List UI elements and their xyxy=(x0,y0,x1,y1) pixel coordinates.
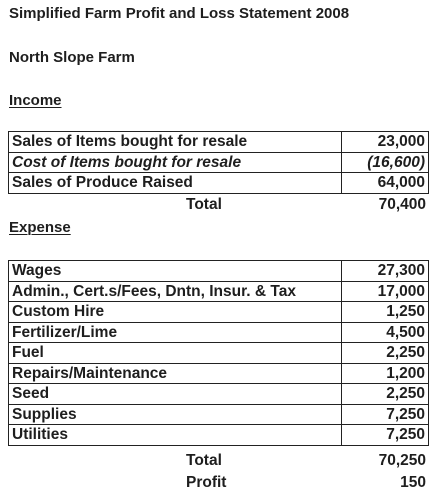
income-amount: 23,000 xyxy=(342,132,429,153)
income-heading: Income xyxy=(9,92,62,109)
expense-amount: 1,250 xyxy=(342,302,429,323)
income-amount: (16,600) xyxy=(342,152,429,173)
income-label: Cost of Items bought for resale xyxy=(9,152,342,173)
income-total-label: Total xyxy=(186,196,222,213)
income-label: Sales of Produce Raised xyxy=(9,173,342,194)
table-row xyxy=(9,384,429,405)
expense-label: Seed xyxy=(9,384,342,405)
expense-label: Fertilizer/Lime xyxy=(9,322,342,343)
expense-label: Utilities xyxy=(9,425,342,446)
expense-table xyxy=(8,260,429,446)
expense-label: Custom Hire xyxy=(9,302,342,323)
profit-amount: 150 xyxy=(400,474,426,491)
expense-total-label: Total xyxy=(186,452,222,469)
income-amount: 64,000 xyxy=(342,173,429,194)
table-row xyxy=(9,261,429,282)
expense-label: Repairs/Maintenance xyxy=(9,363,342,384)
income-total-amount: 70,400 xyxy=(378,196,426,213)
table-row xyxy=(9,132,429,153)
farm-name: North Slope Farm xyxy=(9,49,135,66)
expense-amount: 2,250 xyxy=(342,343,429,364)
table-row xyxy=(9,281,429,302)
expense-amount: 4,500 xyxy=(342,322,429,343)
expense-amount: 17,000 xyxy=(342,281,429,302)
table-row xyxy=(9,322,429,343)
profit-label: Profit xyxy=(186,474,227,491)
income-label: Sales of Items bought for resale xyxy=(9,132,342,153)
expense-amount: 27,300 xyxy=(342,261,429,282)
expense-amount: 7,250 xyxy=(342,425,429,446)
table-row xyxy=(9,152,429,173)
expense-label: Admin., Cert.s/Fees, Dntn, Insur. & Tax xyxy=(9,281,342,302)
expense-amount: 2,250 xyxy=(342,384,429,405)
expense-heading: Expense xyxy=(9,219,71,236)
expense-label: Wages xyxy=(9,261,342,282)
expense-label: Fuel xyxy=(9,343,342,364)
table-row xyxy=(9,404,429,425)
table-row xyxy=(9,363,429,384)
table-row xyxy=(9,302,429,323)
income-table xyxy=(8,131,429,194)
table-row xyxy=(9,425,429,446)
table-row xyxy=(9,173,429,194)
expense-amount: 7,250 xyxy=(342,404,429,425)
table-row xyxy=(9,343,429,364)
expense-amount: 1,200 xyxy=(342,363,429,384)
expense-label: Supplies xyxy=(9,404,342,425)
expense-total-amount: 70,250 xyxy=(378,452,426,469)
statement-title: Simplified Farm Profit and Loss Statement 2008 xyxy=(9,5,350,22)
